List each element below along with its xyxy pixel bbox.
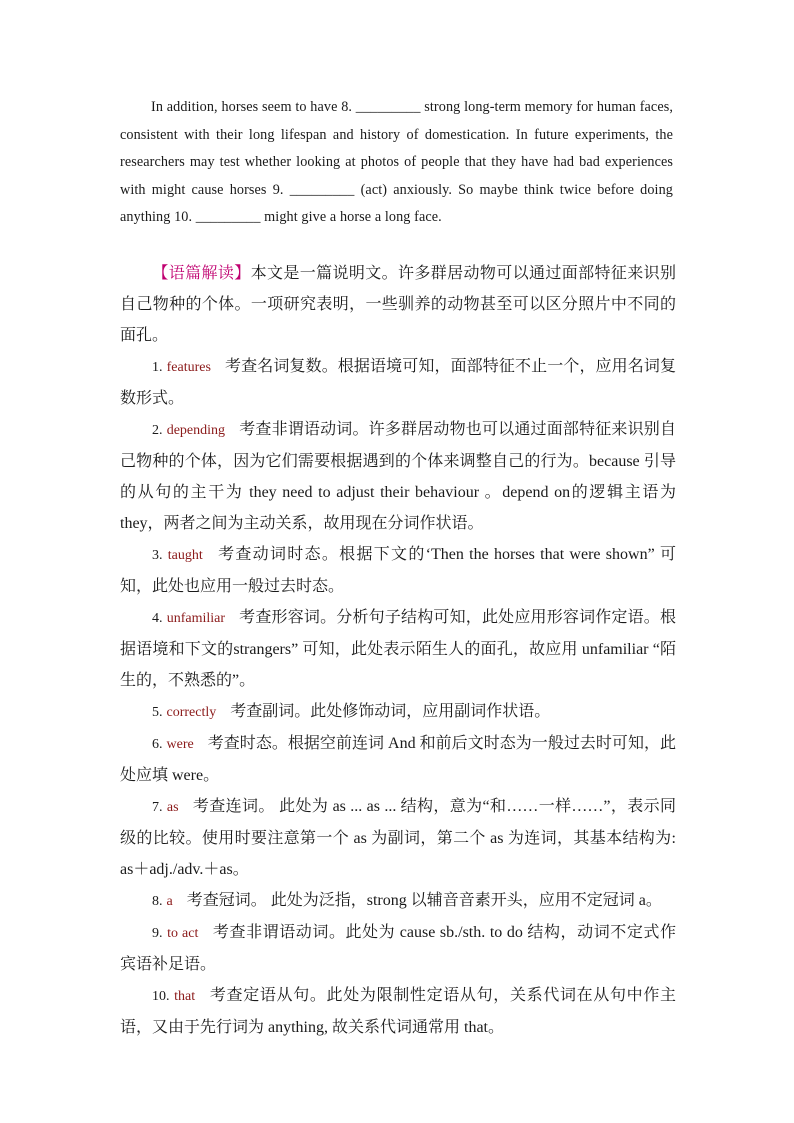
item-explanation: 考查定语从句。此处为限制性定语从句，关系代词在从句中作主语，又由于先行词为 anything, 故关系代词通常用 that。 <box>120 987 676 1036</box>
answer-item-2 <box>120 414 676 539</box>
item-answer: correctly <box>166 705 217 720</box>
item-explanation: 考查非谓语动词。许多群居动物也可以通过面部特征来识别自己物种的个体，因为它们需要根据遇到的个体来调整自己的行为。because 引导的从句的主干为 they need to adjust their behaviour 。depend on的逻辑主语为they，两者之间为主动关系，故用现在分词作状语。 <box>120 421 676 532</box>
item-number: 1. <box>152 360 163 375</box>
item-answer: a <box>166 894 173 909</box>
answer-item-4 <box>120 602 676 696</box>
analysis-paragraph <box>120 258 676 351</box>
item-explanation: 考查副词。此处修饰动词，应用副词作状语。 <box>230 703 551 720</box>
item-explanation: 考查动词时态。根据下文的‘Then the horses that were shown” 可知，此处也应用一般过去时态。 <box>120 546 676 595</box>
answer-item-6 <box>120 728 676 791</box>
item-number: 10. <box>152 989 170 1004</box>
item-explanation: 考查冠词。 此处为泛指，strong 以辅音音素开头，应用不定冠词 a。 <box>186 892 662 909</box>
item-answer: unfamiliar <box>166 611 225 626</box>
answer-item-8 <box>120 885 676 917</box>
item-number: 5. <box>152 705 163 720</box>
item-answer: were <box>166 737 194 752</box>
item-number: 2. <box>152 423 163 438</box>
item-explanation: 考查时态。根据空前连词 And 和前后文时态为一般过去时可知，此处应填 were。 <box>120 735 676 784</box>
item-number: 7. <box>152 800 163 815</box>
answer-analysis <box>120 258 676 1043</box>
passage-paragraph <box>120 94 673 232</box>
item-answer: that <box>174 989 196 1004</box>
passage-text: In addition, horses seem to have 8. _________ strong long-term memory for human faces, consistent with their long lifespan and history of domestication. In future experiments, the researchers may test whether looking at photos of people that they have had bad experiences with might cause horses 9. _________ (act) anxiously. So maybe think twice before doing anything 10. _________ might give a horse a long face. <box>120 99 673 226</box>
item-explanation: 考查非谓语动词。此处为 cause sb./sth. to do 结构，动词不定式作宾语补足语。 <box>120 924 676 973</box>
analysis-title: 【语篇解读】 <box>152 265 251 282</box>
item-number: 3. <box>152 548 163 563</box>
item-number: 9. <box>152 926 163 941</box>
answer-item-1 <box>120 351 676 414</box>
answer-item-9 <box>120 917 676 980</box>
analysis-text: 本文是一篇说明文。许多群居动物可以通过面部特征来识别自己物种的个体。一项研究表明，一些驯养的动物甚至可以区分照片中不同的面孔。 <box>120 265 676 344</box>
answer-item-3 <box>120 539 676 602</box>
item-explanation: 考查名词复数。根据语境可知，面部特征不止一个，应用名词复数形式。 <box>120 358 676 407</box>
item-answer: to act <box>167 926 199 941</box>
item-explanation: 考查形容词。分析句子结构可知，此处应用形容词作定语。根据语境和下文的strangers” 可知，此处表示陌生人的面孔，故应用 unfamiliar “陌生的，不熟悉的”。 <box>120 609 676 689</box>
item-answer: taught <box>167 548 203 563</box>
item-number: 6. <box>152 737 163 752</box>
item-answer: features <box>166 360 211 375</box>
answer-item-10 <box>120 980 676 1043</box>
answer-item-7 <box>120 791 676 885</box>
item-answer: as <box>166 800 179 815</box>
item-number: 8. <box>152 894 163 909</box>
item-explanation: 考查连词。 此处为 as ... as ... 结构，意为“和……一样……”，表示同级的比较。使用时要注意第一个 as 为副词，第二个 as 为连词，其基本结构为: as＋adj./adv.＋as。 <box>120 798 676 878</box>
item-number: 4. <box>152 611 163 626</box>
answer-item-5 <box>120 696 676 728</box>
item-answer: depending <box>166 423 226 438</box>
